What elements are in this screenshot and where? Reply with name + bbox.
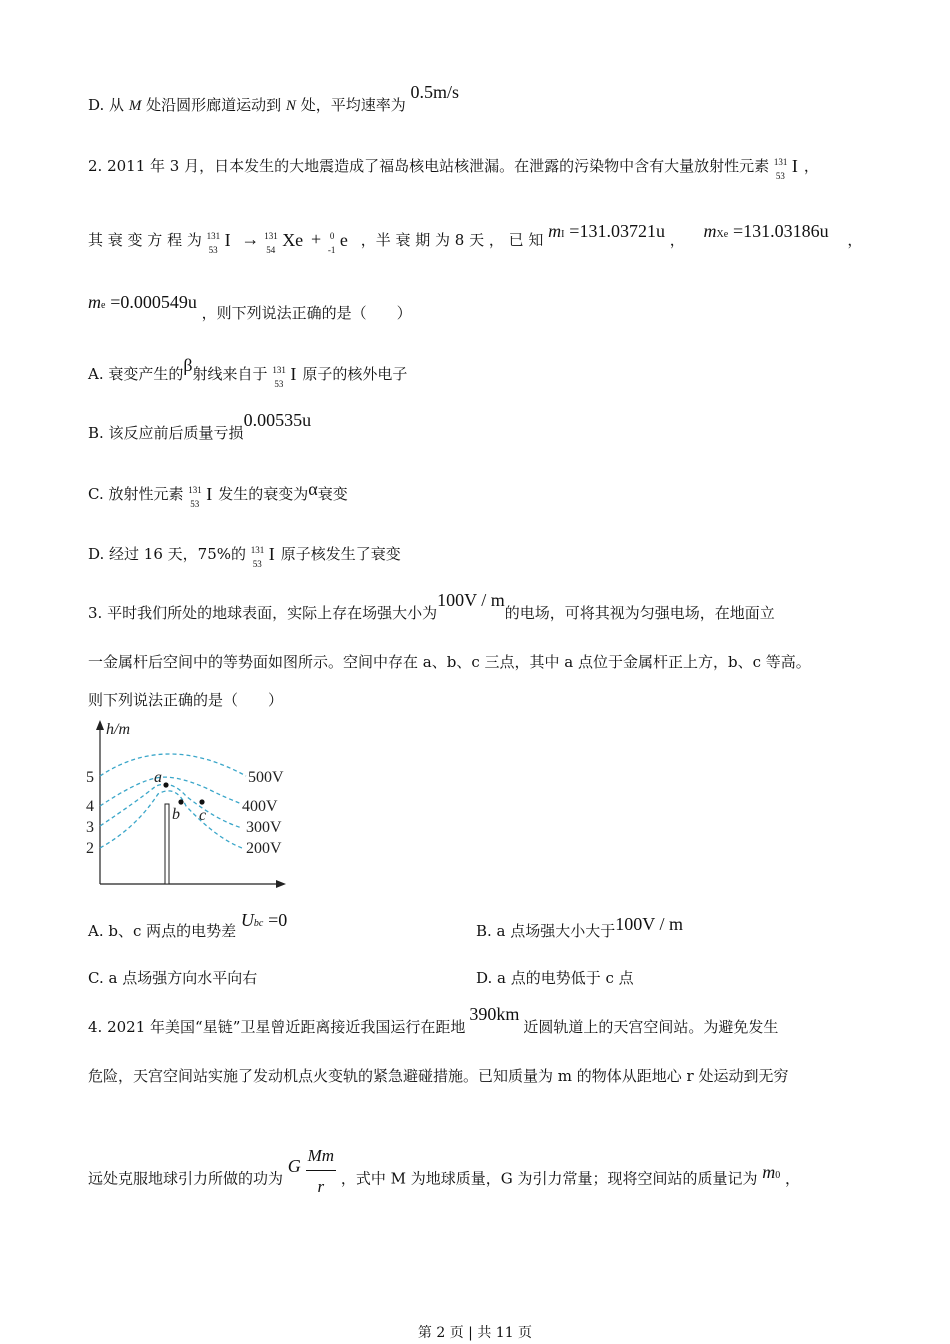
q1-speed-value: 0.5m/s — [410, 82, 459, 102]
q2-optd-prefix: D. 经过 16 天，75%的 — [88, 545, 246, 563]
q1-point-n: N — [285, 98, 296, 114]
atomic-number: 53 — [208, 245, 218, 255]
q3-opta-prefix: A. b、c 两点的电势差 — [88, 922, 237, 940]
mass-xe-value: =131.03186u — [732, 221, 829, 241]
q2-option-d — [88, 542, 401, 568]
mass-number: 131 — [250, 545, 265, 555]
label-300v: 300V — [246, 819, 282, 836]
q2-question: ，则下列说法正确的是（ ） — [201, 304, 412, 322]
q3-optb-value: 100V / m — [615, 914, 683, 934]
q2-eq-mid: ，半 衰 期 为 8 天 ， 已 知 — [360, 231, 544, 249]
element-symbol: I — [791, 156, 798, 176]
reaction-arrow-icon: → — [241, 229, 260, 249]
potential-diff-sub: bc — [253, 918, 264, 929]
q3-option-b — [476, 914, 683, 941]
q4-line3-end: ， — [785, 1169, 801, 1188]
potential-diff-symbol: U — [240, 910, 254, 930]
mass-xe-label: m — [703, 221, 717, 241]
metal-rod — [165, 804, 169, 884]
q3-optb-prefix: B. a 点场强大小大于 — [476, 922, 616, 940]
q1-point-m: M — [128, 98, 142, 114]
mass-e-value: =0.000549u — [110, 292, 197, 312]
q2-optd-suffix: 原子核发生了衰变 — [280, 545, 401, 563]
point-c-label: c — [199, 807, 207, 824]
q3-stem-line1 — [88, 590, 775, 623]
mass-i-value: =131.03721u — [569, 221, 665, 241]
beta-symbol: β — [183, 355, 193, 375]
nuclide-i131 — [774, 154, 804, 180]
mass-number: 131 — [272, 365, 286, 375]
nuclide-i131-c — [188, 482, 218, 508]
q1-optd-mid2: 处，平均速率为 — [300, 96, 406, 114]
q2-equation-line: 其 衰 变 方 程 为 131 53 I → 131 54 Xe + 0 -1 e ，半 衰 期 为 8 天 ， 已 知 mI =131.03721u ， mXe =131.03186u ， — [88, 228, 862, 254]
label-500v: 500V — [248, 769, 284, 786]
ytick-4: 4 — [86, 798, 94, 815]
fraction-numerator: Mm — [306, 1142, 336, 1171]
q2-opta-prefix: A. 衰变产生的 — [88, 365, 184, 383]
gravity-const-symbol: G — [287, 1155, 301, 1176]
mass-e-label: m — [88, 292, 101, 312]
q3-option-a — [88, 910, 288, 944]
q4-stem-line3 — [88, 1146, 801, 1209]
q3-option-c: C. a 点场强方向水平向右 — [88, 969, 258, 987]
mass-i-label: m — [548, 221, 562, 241]
element-symbol: I — [206, 484, 213, 504]
mass-defect-value: 0.00535u — [243, 410, 312, 430]
x-axis-arrow-icon — [276, 880, 286, 888]
q2-optb-prefix: B. 该反应前后质量亏损 — [88, 424, 244, 442]
atomic-number: 54 — [266, 245, 276, 255]
q2-opta-mid: 射线来自于 — [192, 365, 268, 383]
alpha-symbol: α — [308, 479, 318, 499]
label-200v: 200V — [246, 840, 282, 857]
y-axis-label: h/m — [106, 721, 130, 738]
q2-optc-mid: 发生的衰变为 — [218, 485, 309, 503]
plus-sign: + — [310, 229, 322, 249]
q2-opta-suffix: 原子的核外电子 — [302, 365, 408, 383]
mass-xe-sub: Xe — [716, 229, 729, 240]
station-mass-symbol: m — [762, 1161, 776, 1182]
atomic-number: 53 — [190, 499, 200, 509]
q2-option-c — [88, 479, 348, 509]
equipotential-500v — [100, 754, 246, 776]
mass-number: 131 — [773, 157, 788, 167]
potential-diff-value: =0 — [268, 910, 288, 930]
q4-stem-line1 — [88, 1004, 779, 1037]
point-a-dot — [163, 782, 168, 787]
q1-optd-prefix: D. 从 — [88, 96, 125, 114]
q2-optc-suffix: 衰变 — [317, 485, 348, 503]
mass-e-sub: e — [101, 300, 106, 311]
y-axis-arrow-icon — [96, 720, 104, 730]
ytick-2: 2 — [86, 840, 94, 857]
field-strength-value: 100V / m — [437, 590, 505, 610]
station-mass-sub: 0 — [775, 1169, 781, 1181]
element-symbol: Xe — [282, 230, 304, 250]
q2-option-a — [88, 355, 408, 389]
atomic-number: 53 — [252, 559, 262, 569]
mass-number: 0 — [329, 231, 335, 241]
q2-optc-prefix: C. 放射性元素 — [88, 485, 184, 503]
q4-line3-mid: ，式中 M 为地球质量，G 为引力常量；现将空间站的质量记为 — [340, 1169, 758, 1188]
q3-line1-prefix: 3. 平时我们所处的地球表面，实际上存在场强大小为 — [88, 604, 438, 622]
ytick-5: 5 — [86, 769, 94, 786]
q4-line1-prefix: 4. 2021 年美国“星链”卫星曾近距离接近我国运行在距地 — [88, 1018, 466, 1036]
q2-option-b — [88, 410, 312, 443]
q2-stem-line3 — [88, 292, 412, 326]
point-b-label: b — [172, 806, 180, 823]
page-footer: 第 2 页 | 共 11 页 — [417, 1325, 533, 1341]
q4-stem-line2: 危险，天宫空间站实施了发动机点火变轨的紧急避碰措施。已知质量为 m 的物体从距地心 r 处运动到无穷 — [88, 1067, 789, 1085]
q3-option-d: D. a 点的电势低于 c 点 — [476, 969, 634, 987]
label-400v: 400V — [242, 798, 278, 815]
q1-optd-mid1: 处沿圆形廊道运动到 — [146, 96, 282, 114]
element-symbol: I — [290, 364, 297, 384]
q4-line3-prefix: 远处克服地球引力所做的功为 — [88, 1169, 284, 1188]
ytick-3: 3 — [86, 819, 94, 836]
work-fraction — [306, 1142, 336, 1201]
nuclide-i131-eq — [207, 228, 237, 254]
element-symbol: I — [268, 544, 275, 564]
point-c-dot — [199, 799, 204, 804]
mass-number: 131 — [206, 231, 221, 241]
equipotential-200v — [100, 791, 242, 848]
q2-stem-line1: 2. 2011 年 3 月，日本发生的大地震造成了福岛核电站核泄漏。在泄露的污染物中含有大量放射性元素 131 53 I ， — [88, 154, 819, 180]
nuclide-electron — [326, 228, 356, 254]
atomic-number: 53 — [274, 379, 284, 389]
fraction-denominator: r — [317, 1177, 325, 1196]
element-symbol: I — [224, 230, 231, 250]
element-symbol: e — [339, 230, 348, 250]
q4-line1-suffix: 近圆轨道上的天宫空间站。为避免发生 — [523, 1018, 779, 1036]
nuclide-i131-a — [272, 362, 302, 388]
point-b-dot — [178, 799, 183, 804]
atomic-number: -1 — [327, 245, 336, 255]
q3-line1-suffix: 的电场，可将其视为匀强电场，在地面立 — [504, 604, 775, 622]
q3-stem-line2: 一金属杆后空间中的等势面如图所示。空间中存在 a、b、c 三点，其中 a 点位于金属杆正上方，b、c 等高。 — [88, 653, 811, 671]
nuclide-xe131 — [264, 228, 306, 254]
altitude-value: 390km — [469, 1004, 520, 1024]
point-a-label: a — [154, 769, 162, 786]
mass-i-sub: I — [561, 229, 565, 240]
mass-number: 131 — [188, 485, 202, 495]
q2-stem-text: 2. 2011 年 3 月，日本发生的大地震造成了福岛核电站核泄漏。在泄露的污染物中含有大量放射性元素 — [88, 157, 770, 175]
q1-option-d — [88, 82, 459, 116]
q3-stem-line3: 则下列说法正确的是（ ） — [88, 691, 284, 709]
atomic-number: 53 — [775, 171, 785, 181]
equipotential-figure — [86, 716, 306, 892]
q2-eq-prefix: 其 衰 变 方 程 为 — [88, 231, 202, 249]
nuclide-i131-d — [251, 542, 281, 568]
mass-number: 131 — [264, 231, 278, 241]
